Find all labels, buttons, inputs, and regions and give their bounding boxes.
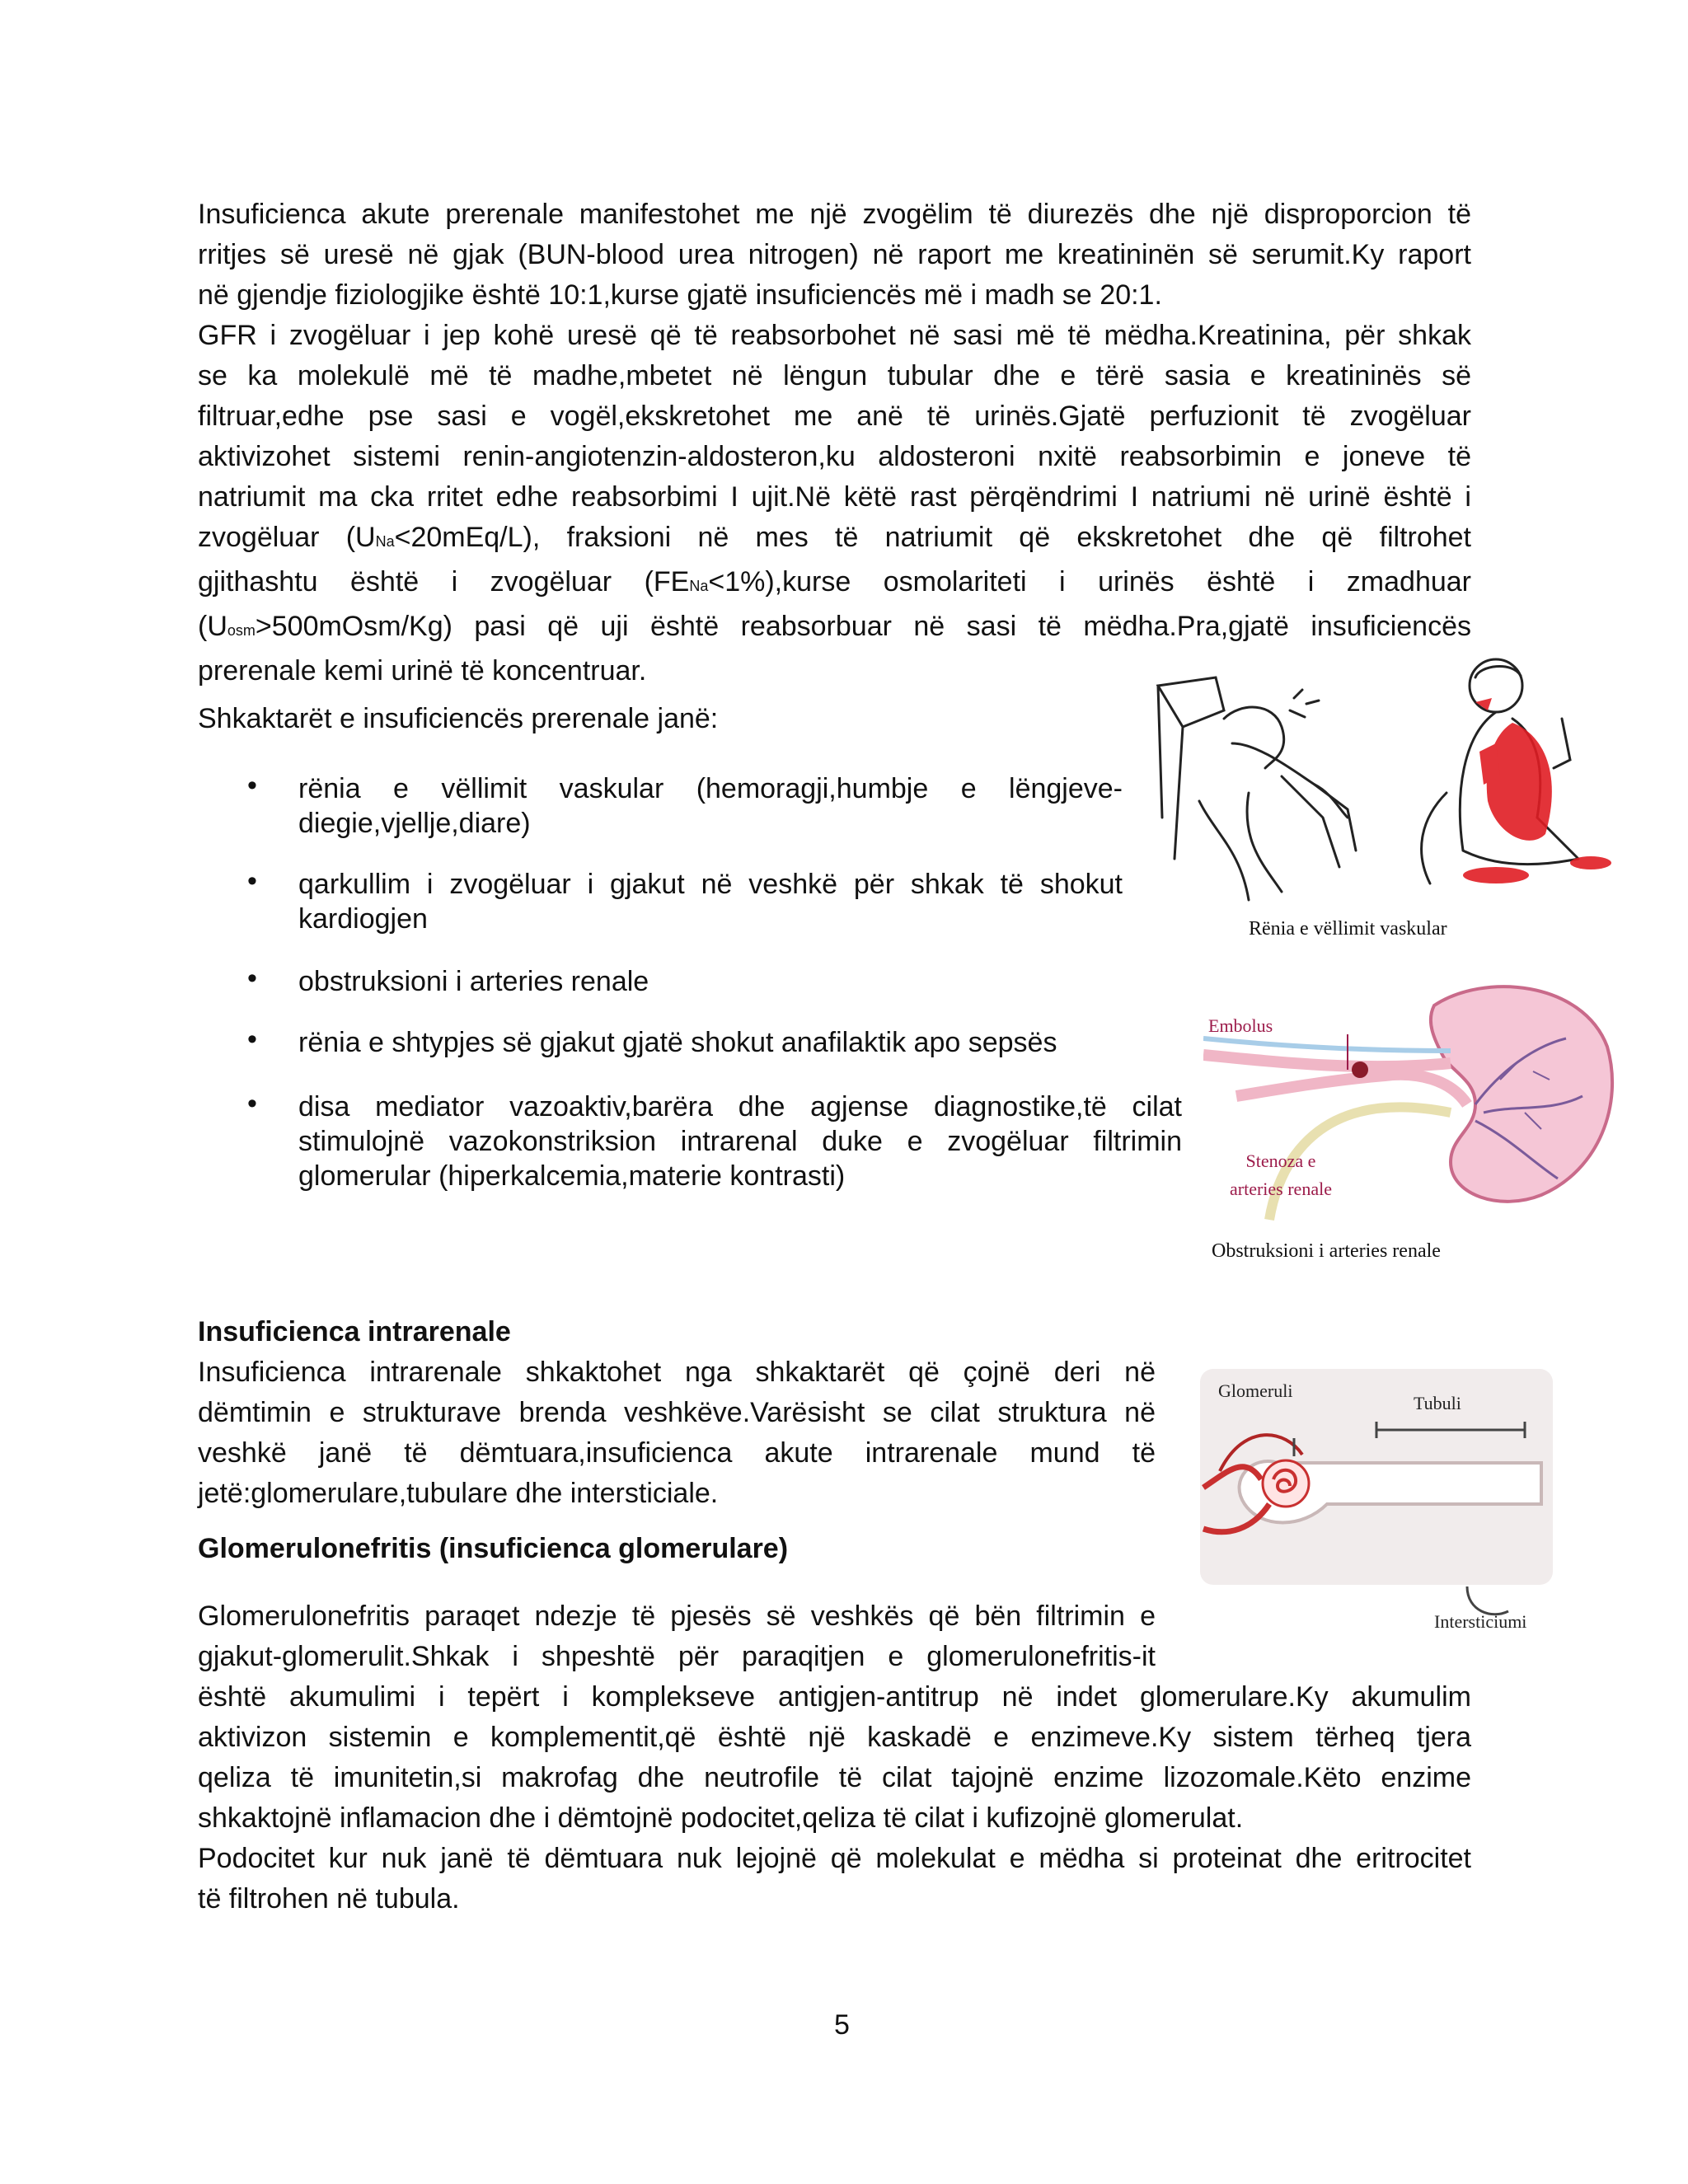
text-line: natriumit ma cka rritet edhe reabsorbimi I ujit.Në këtë rast përqëndrimi I natriumi në urinë është i [198, 481, 1471, 513]
label-line: Stenoza e [1245, 1151, 1316, 1171]
text-line: në gjendje fiziologjike është 10:1,kurse gjatë insuficiencës më i madh se 20:1. [198, 279, 1162, 311]
text-line: filtruar,edhe pse sasi e vogël,ekskretohet me anë të urinës.Gjatë perfuzionit të zvogëluar [198, 401, 1471, 432]
causes-heading: Shkaktarët e insuficiencës prerenale janë: [198, 703, 719, 734]
figure-vascular-volume-loss [1150, 653, 1620, 925]
text-line: Podocitet kur nuk janë të dëmtuara nuk lejojnë që molekulat e mëdha si proteinat dhe eritrocitet [198, 1843, 1471, 1874]
section-heading: Insuficienca intrarenale [198, 1316, 511, 1347]
text-line-una [198, 518, 1471, 562]
bullet-marker: • [247, 963, 257, 994]
intrarenal-paragraph [198, 1352, 1156, 1514]
text-line: rritjes së uresë në gjak (BUN-blood urea nitrogen) në raport me kreatininën së serumit.Ky raport [198, 239, 1471, 270]
bullet-marker: • [247, 865, 257, 897]
intro-paragraph [198, 194, 1471, 316]
page-number: 5 [834, 2009, 850, 2041]
label-line: arteries renale [1230, 1179, 1332, 1199]
text-line-uosm [198, 607, 1471, 651]
text-line: diegie,vjellje,diare) [298, 808, 531, 839]
text-line: prerenale kemi urinë të koncentruar. [198, 655, 647, 687]
bullet-marker: • [247, 1024, 257, 1055]
text-line: glomerular (hiperkalcemia,materie kontrasti) [298, 1160, 846, 1192]
text-line: disa mediator vazoaktiv,barëra dhe agjense diagnostike,të cilat [298, 1091, 1182, 1122]
label-embolus: Embolus [1208, 1015, 1273, 1036]
text-line: Insuficienca intrarenale shkaktohet nga shkaktarët që çojnë deri në [198, 1357, 1156, 1388]
glomerulo-paragraph-narrow [198, 1596, 1156, 1677]
text-line: dëmtimin e strukturave brenda veshkëve.Varësisht se cilat struktura në [198, 1397, 1156, 1428]
text-line: obstruksioni i arteries renale [298, 966, 649, 997]
text-line-fena [198, 562, 1471, 607]
text-line: Insuficienca akute prerenale manifestohet me një zvogëlim të diurezës dhe një disproporcion të [198, 199, 1471, 230]
label-stenoza [1230, 1147, 1332, 1203]
subscript: Na [375, 533, 395, 550]
subscript: osm [227, 622, 256, 639]
text-line: qeliza të imunitetin,si makrofag dhe neutrofile të cilat tajojnë enzime lizozomale.Këto enzime [198, 1762, 1471, 1793]
bullet-marker: • [247, 1088, 257, 1119]
text-line: është akumulimi i tepërt i komplekseve antigjen-antitrup në indet glomerulare.Ky akumulim [198, 1681, 1471, 1713]
nephron-illustration [1195, 1364, 1558, 1628]
text-line: qarkullim i zvogëluar i gjakut në veshkë për shkak të shokut [298, 869, 1123, 900]
text-segment: <1%),kurse osmolariteti i urinës është i zmadhuar [708, 566, 1471, 598]
text-line: GFR i zvogëluar i jep kohë uresë që të reabsorbohet në sasi më të mëdha.Kreatinina, për shkak [198, 320, 1471, 351]
glomerulo-paragraph-wide [198, 1677, 1471, 1839]
list-item [298, 964, 1123, 999]
bullet-marker: • [247, 770, 257, 801]
gfr-paragraph [198, 316, 1471, 691]
text-line: stimulojnë vazokonstriksion intrarenal duke e zvogëluar filtrimin [298, 1126, 1182, 1157]
text-line: shkaktojnë inflamacion dhe i dëmtojnë podocitet,qeliza të cilat i kufizojnë glomerulat. [198, 1802, 1244, 1834]
subscript: Na [689, 578, 709, 594]
label-intersticiumi: Intersticiumi [1434, 1611, 1527, 1632]
label-glomeruli: Glomeruli [1218, 1380, 1293, 1401]
text-line: aktivizon sistemin e komplementit,që është një kaskadë e enzimeve.Ky sistem tërheq tjera [198, 1722, 1471, 1753]
podocitet-paragraph [198, 1839, 1471, 1919]
text-line: gjakut-glomerulit.Shkak i shpeshtë për paraqitjen e glomerulonefritis-it [198, 1641, 1156, 1672]
text-segment: <20mEq/L), fraksioni në mes të natriumit që ekskretohet dhe që filtrohet [394, 522, 1472, 553]
list-item [298, 867, 1123, 936]
text-line: rënia e shtypjes së gjakut gjatë shokut anafilaktik apo sepsës [298, 1027, 1057, 1058]
figure-nephron [1195, 1364, 1558, 1628]
figure-caption: Obstruksioni i arteries renale [1212, 1240, 1441, 1262]
text-line: aktivizohet sistemi renin-angiotenzin-aldosteron,ku aldosteroni nxitë reabsorbimin e joneve të [198, 441, 1471, 472]
text-segment: (U [198, 611, 227, 642]
illustration-vomiting-bleeding [1150, 653, 1620, 925]
text-line: veshkë janë të dëmtuara,insuficienca akute intrarenale mund të [198, 1437, 1156, 1469]
text-line: jetë:glomerulare,tubulare dhe intersticiale. [198, 1478, 719, 1509]
figure-caption: Rënia e vëllimit vaskular [1249, 918, 1447, 940]
text-segment: gjithashtu është i zvogëluar (FE [198, 566, 690, 598]
list-item [298, 1025, 1123, 1060]
text-segment: >500mOsm/Kg) pasi që uji është reabsorbuar në sasi të mëdha.Pra,gjatë insuficiencës [255, 611, 1471, 642]
text-line: se ka molekulë më të madhe,mbetet në lëngun tubular dhe e tërë sasia e kreatininës së [198, 360, 1471, 391]
text-line: kardiogjen [298, 903, 428, 935]
section-heading: Glomerulonefritis (insuficienca glomerulare) [198, 1533, 789, 1564]
text-segment: zvogëluar (U [198, 522, 376, 553]
text-line: rënia e vëllimit vaskular (hemoragji,humbje e lëngjeve- [298, 773, 1123, 804]
text-line: të filtrohen në tubula. [198, 1883, 460, 1915]
list-item [298, 771, 1123, 841]
list-item [298, 1090, 1182, 1193]
text-line: Glomerulonefritis paraqet ndezje të pjesës së veshkës që bën filtrimin e [198, 1601, 1156, 1632]
label-tubuli: Tubuli [1414, 1393, 1461, 1413]
